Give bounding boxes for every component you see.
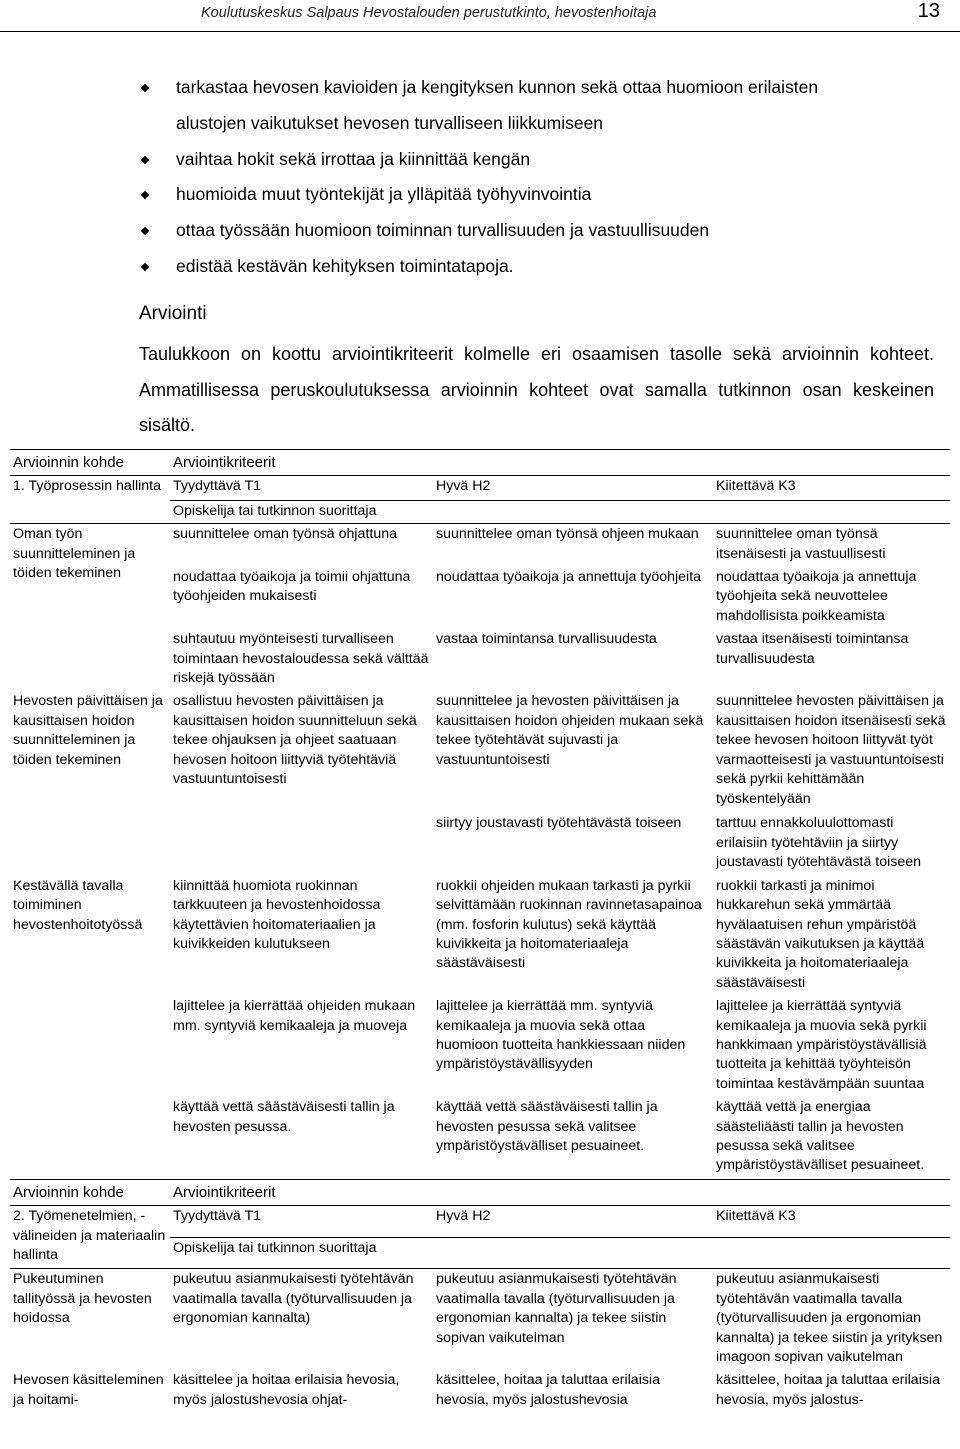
- criteria-h2-cell: noudattaa työaikoja ja annettuja työohjeita: [436, 569, 702, 586]
- criteria-k3-cell: vastaa itsenäisesti toimintansa turvallisuudesta: [716, 631, 909, 667]
- criteria-k3-cell: noudattaa työaikoja ja annettuja työohjeita sekä neuvottelee mahdollisista poikkeamista: [716, 569, 917, 624]
- criteria-t1-cell: käyttää vettä säästäväisesti tallin ja hevosten pesussa.: [173, 1099, 395, 1135]
- level-h2: Hyvä H2: [433, 476, 713, 500]
- criteria-t1-cell: pukeutuu asianmukaisesti työtehtävän vaatimalla tavalla (työturvallisuuden ja ergonomian kannalta): [173, 1271, 414, 1327]
- criteria-h2-cell: suunnittelee ja hevosten päivittäisen ja kausittaisen hoidon ohjeiden mukaan sekä tekee työtehtävät sujuvasti ja vastuuntuntoisesti: [436, 693, 704, 768]
- criteria-h2-cell: käsittelee, hoitaa ja taluttaa erilaisia hevosia, myös jalostushevosia: [436, 1372, 660, 1408]
- criteria-h2-cell: suunnittelee oman työnsä ohjeen mukaan: [436, 526, 699, 543]
- level-k3: Kiitettävä K3: [713, 476, 950, 500]
- table-row: [10, 876, 950, 996]
- column-header-criteria: Arviointikriteerit: [170, 450, 950, 476]
- criteria-k3-cell: tarttuu ennakkoluulottomasti erilaisiin työtehtäviin ja siirtyy joustavasti työtehtävästä toiseen: [716, 815, 922, 871]
- target-cell: Hevosen käsitteleminen ja hoitami-: [13, 1372, 164, 1408]
- page-header: [0, 0, 960, 30]
- list-item-continuation: alustojen vaikutukset hevosen turvalliseen liikkumiseen: [176, 112, 604, 133]
- table-row: [10, 1269, 950, 1371]
- document-title: Koulutuskeskus Salpaus Hevostalouden perustutkinto, hevostenhoitaja: [201, 5, 657, 21]
- level-k3: Kiitettävä K3: [713, 1206, 950, 1238]
- criteria-h2-cell: siirtyy joustavasti työtehtävästä toiseen: [436, 815, 682, 832]
- table-row: [10, 1370, 950, 1413]
- list-item: huomioida muut työntekijät ja ylläpitää työhyvinvointia: [140, 177, 940, 213]
- area-label: 1. Työprosessin hallinta: [10, 476, 170, 524]
- list-item: tarkastaa hevosen kavioiden ja kengityksen kunnon sekä ottaa huomioon erilaisten: [140, 70, 940, 106]
- criteria-k3-cell: pukeutuu asianmukaisesti työtehtävän vaatimalla tavalla (työturvallisuuden ja ergonomian kannalta) ja tekee siistin ja yrityksen imagoon sopivan vaikutelman: [716, 1271, 943, 1366]
- criteria-h2-cell: lajittelee ja kierrättää mm. syntyviä kemikaaleja ja muovia sekä ottaa huomioon tuotteita hankkiessaan niiden ympäristöystävällisyyden: [436, 998, 686, 1073]
- table-header-row: [10, 1179, 950, 1205]
- criteria-k3-cell: käyttää vettä ja energiaa säästeliäästi tallin ja hevosten pesussa sekä valitsee ympäristöystävälliset pesuaineet.: [716, 1099, 925, 1174]
- area-label: 2. Työmenetelmien, -välineiden ja materiaalin hallinta: [10, 1206, 170, 1269]
- level-row: [10, 476, 950, 500]
- level-h2: Hyvä H2: [433, 1206, 713, 1238]
- criteria-k3-cell: lajittelee ja kierrättää syntyviä kemikaaleja ja muovia sekä pyrkii hankkimaan ympäristöystävällisiä tuotteita ja kehittää työyhteisön toimintaa kestävämpään suuntaa: [716, 998, 927, 1092]
- criteria-k3-cell: suunnittelee hevosten päivittäisen ja kausittaisen hoidon itsenäisesti sekä tekee hevosen hoitoon liittyvät työt varmaotteisesti ja vastuuntuntoisesti sekä pyrkii kehittämään työskentelyään: [716, 693, 946, 807]
- target-cell: Oman työn suunnitteleminen ja töiden tekeminen: [13, 526, 136, 582]
- list-item: edistää kestävän kehityksen toimintatapoja.: [140, 249, 940, 285]
- table-header-row: [10, 450, 950, 476]
- criteria-t1-cell: noudattaa työaikoja ja toimii ohjattuna työohjeiden mukaisesti: [173, 569, 411, 605]
- criteria-h2-cell: vastaa toimintansa turvallisuudesta: [436, 631, 657, 648]
- criteria-t1-cell: suunnittelee oman työnsä ohjattuna: [173, 526, 398, 543]
- criteria-t1-cell: kiinnittää huomiota ruokinnan tarkkuuteen ja hevostenhoidossa käytettävien hoitomateriaalien ja kuivikkeiden kulutukseen: [173, 877, 381, 952]
- criteria-h2-cell: ruokkii ohjeiden mukaan tarkasti ja pyrkii selvittämään ruokinnan ravinnetasapainoa (mm. fosforin kulutus) sekä käyttää kuivikkeita ja hoitomateriaaleja säästäväisesti: [436, 877, 702, 972]
- criteria-h2-cell: pukeutuu asianmukaisesti työtehtävän vaatimalla tavalla (työturvallisuuden ja ergonomian kannalta) ja tekee siistin sopivan vaikutelman: [436, 1271, 677, 1346]
- criteria-k3-cell: suunnittelee oman työnsä itsenäisesti ja vastuullisesti: [716, 526, 886, 562]
- criteria-table: [10, 449, 950, 1413]
- criteria-t1-cell: lajittelee ja kierrättää ohjeiden mukaan mm. syntyviä kemikaaleja ja muoveja: [173, 998, 416, 1034]
- table-row: [10, 524, 950, 567]
- criteria-k3-cell: ruokkii tarkasti ja minimoi hukkarehun sekä ymmärtää hyvälaatuisen rehun ympäristöä säästävän vaikutuksen ja käyttää kuivikkeita ja hoitomateriaaleja säästäväisesti: [716, 877, 925, 991]
- criteria-t1-cell: suhtautuu myönteisesti turvalliseen toimintaan hevostaloudessa sekä välttää riskejä työssään: [173, 631, 429, 687]
- criteria-k3-cell: käsittelee, hoitaa ja taluttaa erilaisia hevosia, myös jalostus-: [716, 1372, 940, 1408]
- column-header-criteria: Arviointikriteerit: [170, 1179, 950, 1205]
- criteria-t1-cell: osallistuu hevosten päivittäisen ja kausittaisen hoidon suunnitteluun sekä tekee ohjauksen ja ohjeet saatuaan hevosen hoitoon liittyviä työtehtäviä vastuuntuntoisesti: [173, 693, 417, 788]
- target-cell: Kestävällä tavalla toimiminen hevostenhoitotyössä: [13, 877, 143, 933]
- level-t1: Tyydyttävä T1: [170, 476, 433, 500]
- list-item: vaihtaa hokit sekä irrottaa ja kiinnittää kengän: [140, 142, 940, 178]
- subject-label: Opiskelija tai tutkinnon suorittaja: [170, 1238, 950, 1269]
- column-header-target: Arvioinnin kohde: [10, 450, 170, 476]
- target-cell: Hevosten päivittäisen ja kausittaisen hoidon suunnitteleminen ja töiden tekeminen: [13, 693, 163, 768]
- page-number: 13: [917, 0, 940, 22]
- criteria-t1-cell: käsittelee ja hoitaa erilaisia hevosia, myös jalostushevosia ohjat-: [173, 1372, 400, 1408]
- competence-list: [140, 70, 940, 285]
- header-rule: [0, 31, 960, 32]
- criteria-h2-cell: käyttää vettä säästäväisesti tallin ja hevosten pesussa sekä valitsee ympäristöystävälliset pesuaineet.: [436, 1099, 658, 1154]
- level-t1: Tyydyttävä T1: [170, 1206, 433, 1238]
- column-header-target: Arvioinnin kohde: [10, 1179, 170, 1205]
- section-heading: Arviointi: [139, 303, 207, 324]
- list-item: ottaa työssään huomioon toiminnan turvallisuuden ja vastuullisuuden: [140, 213, 940, 249]
- level-row: [10, 1206, 950, 1238]
- subject-label: Opiskelija tai tutkinnon suorittaja: [170, 500, 950, 523]
- section-paragraph: Taulukkoon on koottu arviointikriteerit kolmelle eri osaamisen tasolle sekä arvioinnin kohteet. Ammatillisessa peruskoulutuksessa arvioinnin kohteet ovat samalla tutkinnon osan keskeinen sisältö.: [139, 344, 934, 435]
- target-cell: Pukeutuminen tallityössä ja hevosten hoidossa: [13, 1271, 152, 1327]
- table-row: [10, 691, 950, 813]
